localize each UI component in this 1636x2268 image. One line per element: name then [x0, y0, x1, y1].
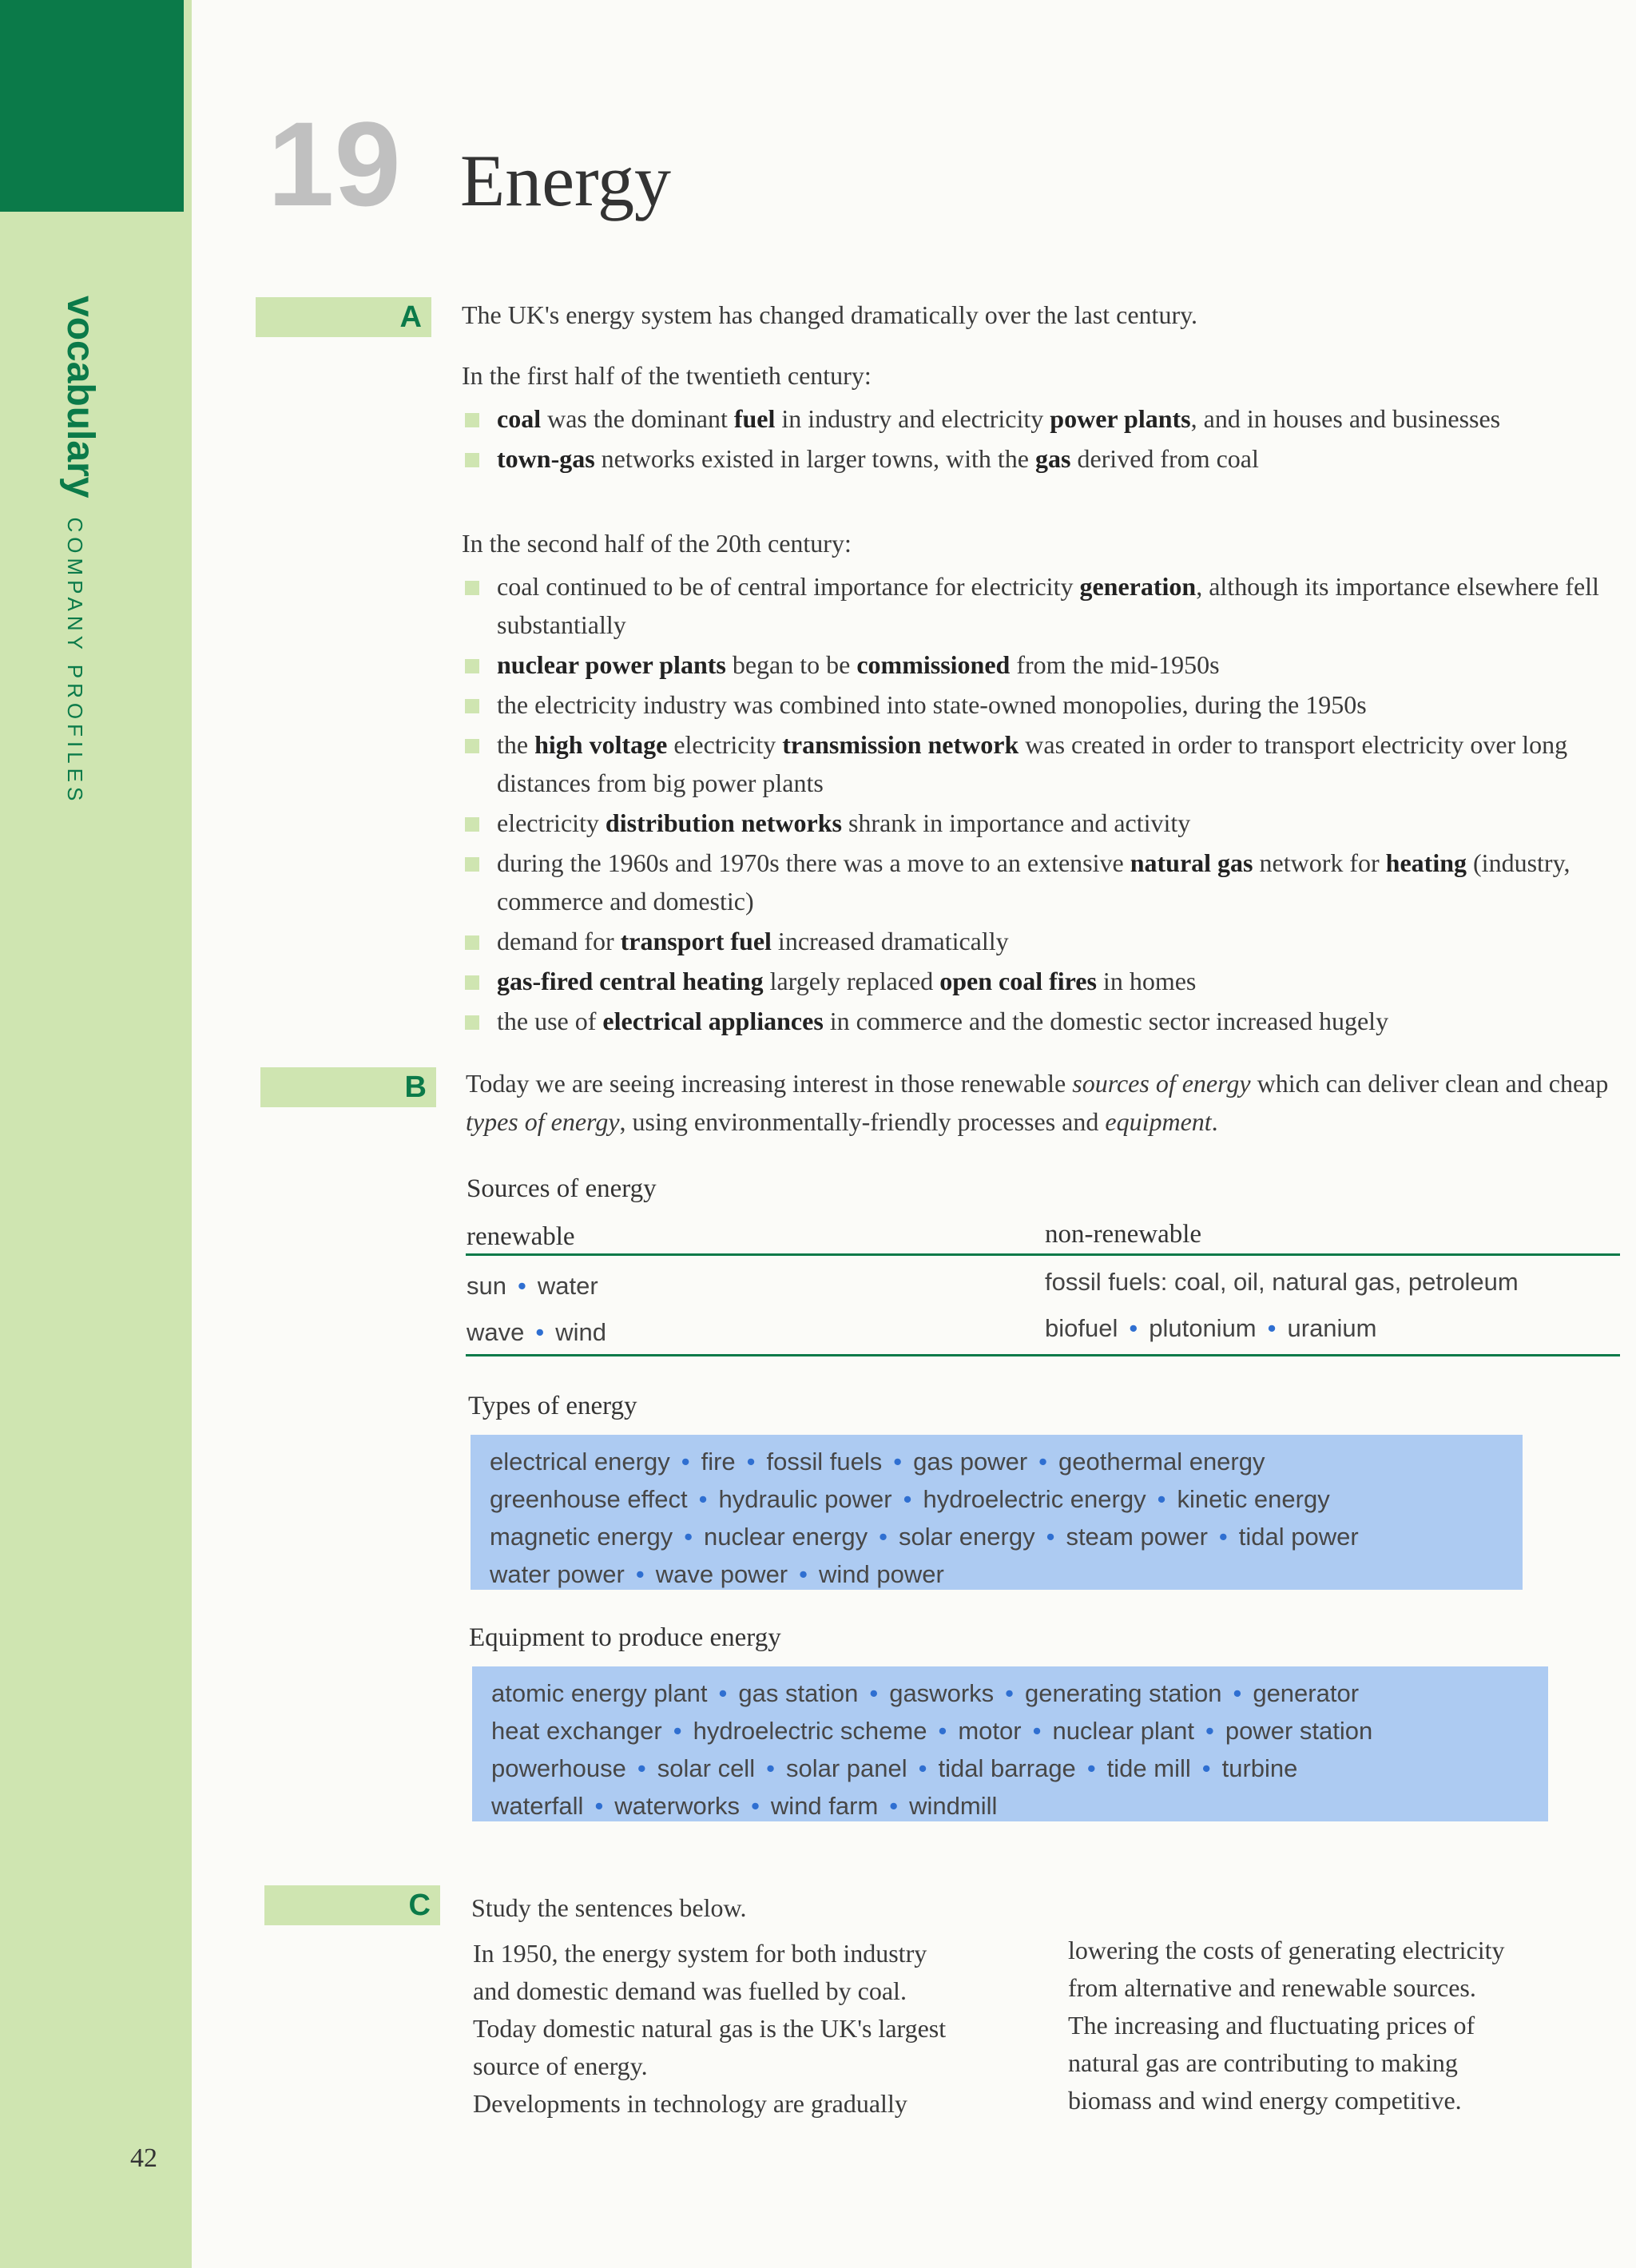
vocab-term: nuclear energy — [704, 1523, 868, 1551]
item-text: derived from coal — [1070, 444, 1259, 473]
section-b-tab — [260, 1067, 436, 1107]
vocab-term: water — [537, 1272, 598, 1300]
vocab-line — [490, 1518, 1503, 1555]
types-heading: Types of energy — [468, 1392, 637, 1420]
item-text: network for — [1253, 848, 1386, 877]
key-term: coal — [497, 404, 542, 433]
vocab-term: powerhouse — [491, 1754, 626, 1782]
item-text: , although its importance elsewhere fell substantially — [497, 572, 1599, 639]
item-text: coal continued to be of central importance for electricity — [497, 572, 1080, 601]
section-a-tab — [256, 297, 431, 337]
vocab-term: solar energy — [898, 1523, 1035, 1551]
item-text: was created in order to transport electricity over long distances from big power plants — [497, 730, 1568, 797]
vocab-line — [490, 1480, 1503, 1518]
vocab-term: gas power — [913, 1448, 1028, 1476]
vocab-line — [491, 1674, 1529, 1712]
key-term: heating — [1385, 848, 1467, 877]
intro-text: which can deliver clean and cheap — [1250, 1069, 1609, 1098]
key-term: gas-fired central heating — [497, 967, 764, 995]
vocab-term: fossil fuels: coal, oil, natural gas, petroleum — [1045, 1268, 1519, 1296]
vocab-term: hydroelectric energy — [923, 1485, 1146, 1513]
item-text: largely replaced — [763, 967, 940, 995]
separator-dot: • — [673, 1717, 682, 1745]
nonrenewable-header: non-renewable — [1045, 1220, 1202, 1249]
second-half-label: In the second half of the 20th century: — [462, 529, 852, 558]
bullet-item — [462, 725, 1612, 802]
section-c-heading: Study the sentences below. — [471, 1893, 747, 1922]
vocab-term: wind farm — [770, 1792, 879, 1820]
key-term: nuclear power plants — [497, 650, 726, 679]
section-c-left-column — [473, 1935, 1032, 2123]
intro-term: sources of energy — [1072, 1069, 1251, 1098]
vocab-term: magnetic energy — [490, 1523, 673, 1551]
vocab-term: wind power — [819, 1560, 944, 1588]
section-a-intro: The UK's energy system has changed dramatically over the last century. — [462, 300, 1198, 329]
separator-dot: • — [879, 1523, 887, 1551]
equipment-heading: Equipment to produce energy — [469, 1623, 781, 1652]
section-c-right-column — [1068, 1932, 1611, 2119]
section-c-tab — [264, 1885, 440, 1925]
vocab-term: wave — [467, 1318, 525, 1346]
item-text: began to be — [725, 650, 857, 679]
vocab-term: greenhouse effect — [490, 1485, 688, 1513]
item-text: the — [497, 730, 535, 759]
separator-dot: • — [799, 1560, 808, 1588]
separator-dot: • — [1267, 1314, 1277, 1342]
text-line: natural gas are contributing to making — [1068, 2048, 1458, 2077]
vocab-term: wave power — [655, 1560, 788, 1588]
bullet-item — [462, 645, 1612, 684]
separator-dot: • — [751, 1792, 760, 1820]
vocab-term: motor — [958, 1717, 1022, 1745]
equipment-box — [472, 1666, 1548, 1821]
page-title: Energy — [460, 140, 672, 221]
vocab-line — [491, 1787, 1529, 1825]
item-text: from the mid-1950s — [1010, 650, 1220, 679]
key-term: commissioned — [856, 650, 1011, 679]
intro-text: . — [1211, 1107, 1218, 1136]
separator-dot: • — [681, 1448, 690, 1476]
separator-dot: • — [746, 1448, 756, 1476]
bullet-item — [462, 844, 1612, 920]
vocab-term: hydroelectric scheme — [693, 1717, 927, 1745]
key-term: electrical appliances — [602, 1007, 824, 1035]
bullet-item — [462, 962, 1612, 1000]
key-term: gas — [1034, 444, 1071, 473]
separator-dot: • — [635, 1560, 645, 1588]
separator-dot: • — [1157, 1485, 1166, 1513]
vocab-term: waterfall — [491, 1792, 584, 1820]
vocab-term: power station — [1225, 1717, 1373, 1745]
vocab-term: fire — [701, 1448, 736, 1476]
sidebar-subtitle: COMPANY PROFILES — [63, 517, 87, 806]
item-text: increased dramatically — [771, 927, 1009, 955]
bullet-item — [462, 804, 1612, 842]
bullet-item — [462, 1002, 1612, 1040]
separator-dot: • — [698, 1485, 708, 1513]
item-text: networks existed in larger towns, with the — [594, 444, 1035, 473]
vocab-term: geothermal energy — [1058, 1448, 1265, 1476]
vocab-term: solar cell — [657, 1754, 756, 1782]
item-text: electricity — [497, 808, 606, 837]
item-text: in commerce and the domestic sector increased hugely — [823, 1007, 1389, 1035]
item-text: , and in houses and businesses — [1190, 404, 1501, 433]
separator-dot: • — [1129, 1314, 1138, 1342]
key-term: power plants — [1050, 404, 1191, 433]
sources-heading: Sources of energy — [467, 1174, 657, 1203]
separator-dot: • — [594, 1792, 604, 1820]
vocab-term: water power — [490, 1560, 625, 1588]
section-a-second-half — [462, 524, 1612, 1042]
text-line: source of energy. — [473, 2052, 648, 2080]
key-term: generation — [1079, 572, 1197, 601]
vocab-term: sun — [467, 1272, 506, 1300]
first-half-list — [462, 399, 1612, 478]
sidebar-header-block — [0, 0, 184, 212]
key-term: transport fuel — [620, 927, 772, 955]
key-term: open coal fires — [939, 967, 1097, 995]
sidebar-title: vocabulary — [59, 296, 101, 498]
bullet-item — [462, 567, 1612, 644]
types-of-energy-box — [471, 1435, 1523, 1590]
table-bottom-rule — [466, 1354, 1620, 1356]
item-text: electricity — [667, 730, 783, 759]
bullet-item — [462, 922, 1612, 960]
vocab-term: uranium — [1287, 1314, 1377, 1342]
vocab-term: fossil fuels — [766, 1448, 883, 1476]
vocab-term: wind — [555, 1318, 606, 1346]
vocab-term: plutonium — [1149, 1314, 1257, 1342]
separator-dot: • — [903, 1485, 912, 1513]
intro-text: Today we are seeing increasing interest in those renewable — [466, 1069, 1073, 1098]
item-text: (industry, commerce and domestic) — [497, 848, 1570, 916]
separator-dot: • — [684, 1523, 693, 1551]
first-half-label: In the first half of the twentieth century: — [462, 361, 872, 390]
nonrenewable-row — [1045, 1268, 1519, 1297]
item-text: the use of — [497, 1007, 603, 1035]
item-text: was the dominant — [541, 404, 734, 433]
item-text: during the 1960s and 1970s there was a move to an extensive — [497, 848, 1130, 877]
text-line: In 1950, the energy system for both industry — [473, 1939, 927, 1968]
separator-dot: • — [938, 1717, 947, 1745]
key-term: town-gas — [497, 444, 595, 473]
vocab-term: hydraulic power — [718, 1485, 892, 1513]
section-b-intro — [466, 1064, 1616, 1141]
unit-number: 19 — [268, 97, 401, 231]
separator-dot: • — [1205, 1717, 1214, 1745]
intro-term: equipment — [1105, 1107, 1212, 1136]
vocab-term: heat exchanger — [491, 1717, 662, 1745]
text-line: and domestic demand was fuelled by coal. — [473, 1976, 907, 2005]
vocab-line — [491, 1712, 1529, 1750]
key-term: fuel — [733, 404, 776, 433]
text-line: The increasing and fluctuating prices of — [1068, 2011, 1475, 2040]
vocab-term: generator — [1253, 1679, 1360, 1707]
vocab-line — [490, 1443, 1503, 1480]
item-text: demand for — [497, 927, 621, 955]
vocab-term: atomic energy plant — [491, 1679, 708, 1707]
vocab-term: electrical energy — [490, 1448, 670, 1476]
vocab-term: tidal power — [1238, 1523, 1359, 1551]
separator-dot: • — [1046, 1523, 1055, 1551]
item-text: the electricity industry was combined into state-owned monopolies, during the 1950s — [497, 690, 1367, 719]
bullet-item — [462, 399, 1612, 438]
bullet-item — [462, 685, 1612, 724]
separator-dot: • — [718, 1679, 728, 1707]
separator-dot: • — [1218, 1523, 1228, 1551]
vocab-term: gasworks — [889, 1679, 995, 1707]
intro-term: types of energy — [466, 1107, 620, 1136]
renewable-header: renewable — [467, 1222, 575, 1251]
text-line: biomass and wind energy competitive. — [1068, 2086, 1462, 2115]
section-b-letter: B — [404, 1070, 427, 1104]
separator-dot: • — [1201, 1754, 1211, 1782]
separator-dot: • — [1032, 1717, 1042, 1745]
text-line: from alternative and renewable sources. — [1068, 1973, 1476, 2002]
separator-dot: • — [893, 1448, 903, 1476]
vocab-term: steam power — [1066, 1523, 1208, 1551]
separator-dot: • — [869, 1679, 879, 1707]
vocab-term: solar panel — [785, 1754, 907, 1782]
text-line: Developments in technology are gradually — [473, 2089, 907, 2118]
separator-dot: • — [918, 1754, 927, 1782]
page-number: 42 — [130, 2143, 157, 2173]
section-a-first-half — [462, 356, 1612, 479]
intro-text: , using environmentally-friendly processes and — [619, 1107, 1106, 1136]
separator-dot: • — [1233, 1679, 1242, 1707]
nonrenewable-row — [1045, 1314, 1377, 1343]
table-top-rule — [466, 1253, 1620, 1256]
vocab-term: nuclear plant — [1052, 1717, 1194, 1745]
text-line: Today domestic natural gas is the UK's largest — [473, 2014, 947, 2043]
separator-dot: • — [1038, 1448, 1047, 1476]
item-text: in industry and electricity — [775, 404, 1050, 433]
vocab-term: tidal barrage — [938, 1754, 1076, 1782]
text-line: lowering the costs of generating electricity — [1068, 1936, 1505, 1964]
vocab-line — [491, 1750, 1529, 1787]
section-a-letter: A — [399, 300, 422, 334]
sidebar-vertical-label — [58, 296, 102, 805]
key-term: natural gas — [1130, 848, 1253, 877]
renewable-row — [467, 1272, 598, 1301]
separator-dot: • — [889, 1792, 899, 1820]
separator-dot: • — [517, 1272, 526, 1300]
vocab-term: biofuel — [1045, 1314, 1118, 1342]
vocab-term: tide mill — [1106, 1754, 1191, 1782]
vocab-line — [490, 1555, 1503, 1593]
separator-dot: • — [535, 1318, 545, 1346]
separator-dot: • — [637, 1754, 646, 1782]
vocab-term: generating station — [1025, 1679, 1222, 1707]
section-c-letter: C — [408, 1889, 431, 1922]
separator-dot: • — [1086, 1754, 1096, 1782]
bullet-item — [462, 439, 1612, 478]
vocab-term: waterworks — [614, 1792, 741, 1820]
key-term: distribution networks — [605, 808, 842, 837]
vocab-term: turbine — [1221, 1754, 1298, 1782]
second-half-list — [462, 567, 1612, 1040]
item-text: in homes — [1096, 967, 1197, 995]
vocab-term: windmill — [909, 1792, 998, 1820]
separator-dot: • — [766, 1754, 775, 1782]
renewable-row — [467, 1318, 606, 1347]
item-text: shrank in importance and activity — [841, 808, 1191, 837]
key-term: high voltage — [534, 730, 668, 759]
vocab-term: kinetic energy — [1177, 1485, 1330, 1513]
separator-dot: • — [1005, 1679, 1014, 1707]
vocab-term: gas station — [738, 1679, 859, 1707]
key-term: transmission network — [782, 730, 1019, 759]
